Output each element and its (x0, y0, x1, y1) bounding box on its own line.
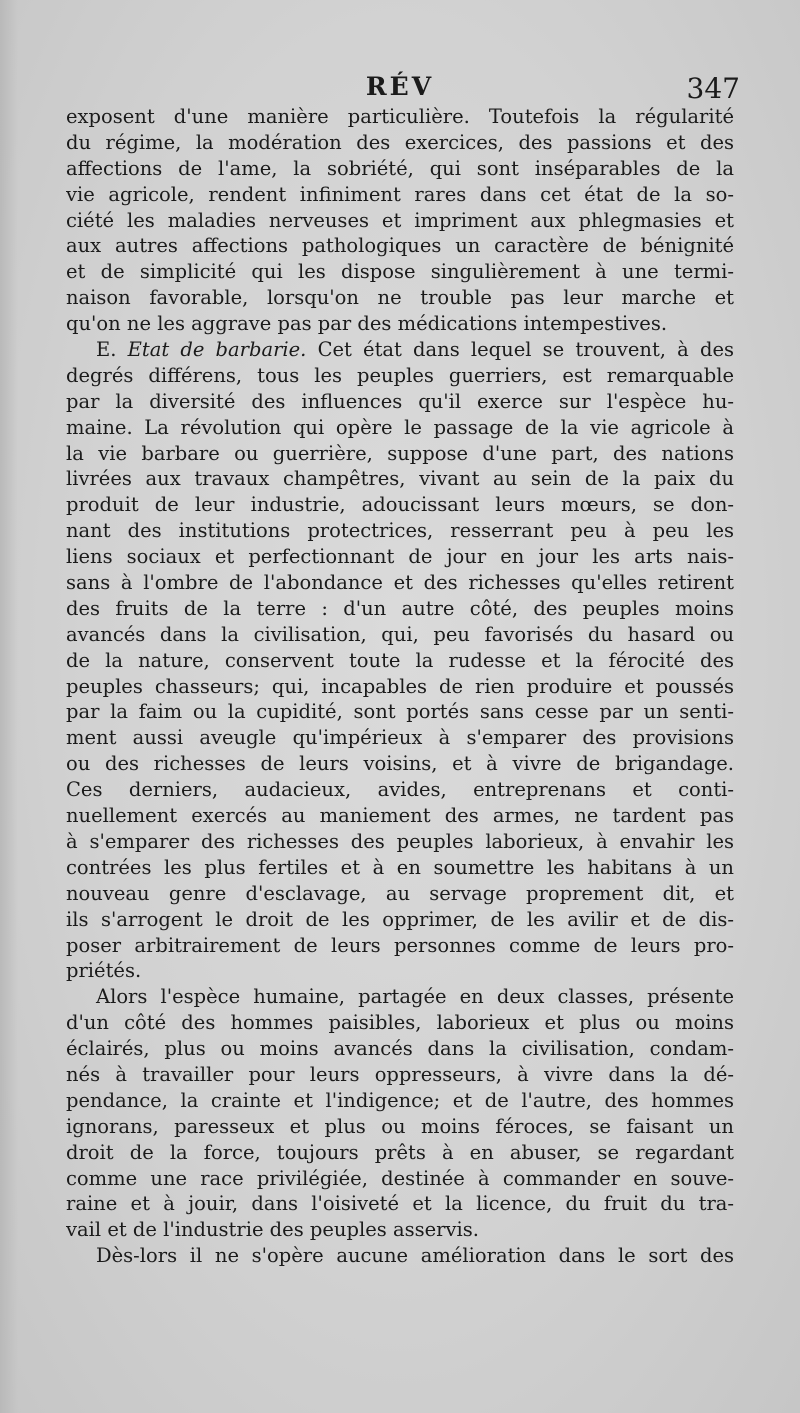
text-line: exposent d'une manière particulière. Toutefois la régularité (66, 105, 734, 128)
text-line: produit de leur industrie, adoucissant leurs mœurs, se don- (66, 493, 734, 517)
text-line: avancés dans la civilisation, qui, peu favorisés du hasard ou (66, 622, 734, 646)
text-line: maine. La révolution qui opère le passage de la vie agricole à (66, 415, 734, 439)
text-line: liens sociaux et perfectionnant de jour en jour les arts nais- (66, 545, 734, 569)
running-head: RÉV (365, 72, 435, 101)
text-line: des fruits de la terre : d'un autre côté, des peuples moins (66, 596, 734, 620)
text-line: vail et de l'industrie des peuples asservis. (66, 1218, 479, 1242)
text-line: ment aussi aveugle qu'impérieux à s'emparer des provisions (66, 726, 734, 750)
text-line: à s'emparer des richesses des peuples laborieux, à envahir les (66, 829, 734, 853)
text-line: livrées aux travaux champêtres, vivant au sein de la paix du (66, 467, 734, 491)
text-line: naison favorable, lorsqu'on ne trouble pas leur marche et (66, 286, 734, 310)
text-line: priétés. (66, 959, 142, 983)
text-line: affections de l'ame, la sobriété, qui sont inséparables de la (66, 156, 734, 180)
section-title: Etat de barbarie. (127, 338, 307, 362)
text-line: par la diversité des influences qu'il exerce sur l'espèce hu- (66, 389, 734, 413)
text-line: par la faim ou la cupidité, sont portés sans cesse par un senti- (66, 700, 734, 724)
section-heading-line (66, 337, 734, 363)
text-line: et de simplicité qui les dispose singulièrement à une termi- (66, 260, 734, 284)
text-line: pendance, la crainte et l'indigence; et de l'autre, des hommes (66, 1088, 734, 1112)
text-line: sans à l'ombre de l'abondance et des richesses qu'elles retirent (66, 571, 734, 595)
text-line: nant des institutions protectrices, resserrant peu à peu les (66, 519, 734, 543)
text-line: vie agricole, rendent infiniment rares dans cet état de la so- (66, 182, 734, 206)
text-line: Alors l'espèce humaine, partagée en deux classes, présente (96, 985, 734, 1009)
page-edge-shadow (0, 0, 18, 1413)
page-number: 347 (686, 72, 740, 105)
text-line: aux autres affections pathologiques un caractère de bénignité (66, 234, 734, 258)
text-line: poser arbitrairement de leurs personnes comme de leurs pro- (66, 933, 734, 957)
text-line: peuples chasseurs; qui, incapables de rien produire et poussés (66, 674, 734, 698)
text-line: ciété les maladies nerveuses et impriment aux phlegmasies et (66, 208, 734, 232)
text-line: nouveau genre d'esclavage, au servage proprement dit, et (66, 881, 734, 905)
text-line: raine et à jouir, dans l'oisiveté et la licence, du fruit du tra- (66, 1192, 734, 1216)
text-line: contrées les plus fertiles et à en soumettre les habitans à un (66, 855, 734, 879)
body-text (66, 104, 734, 1269)
text-line: de la nature, conservent toute la rudesse et la férocité des (66, 648, 734, 672)
text-line: d'un côté des hommes paisibles, laborieux et plus ou moins (66, 1011, 734, 1035)
text-line: degrés différens, tous les peuples guerriers, est remarquable (66, 363, 734, 387)
text-line: ignorans, paresseux et plus ou moins féroces, se faisant un (66, 1114, 734, 1138)
text-line: éclairés, plus ou moins avancés dans la civilisation, condam- (66, 1037, 734, 1061)
text-line: du régime, la modération des exercices, des passions et des (66, 130, 734, 154)
text-line: Ces derniers, audacieux, avides, entreprenans et conti- (66, 778, 734, 802)
section-first-line: Cet état dans lequel se trouvent, à des (317, 338, 734, 362)
text-line: comme une race privilégiée, destinée à commander en souve- (66, 1166, 734, 1190)
text-line: nuellement exercés au maniement des armes, ne tardent pas (66, 804, 734, 828)
text-line: droit de la force, toujours prêts à en abuser, se regardant (66, 1140, 734, 1164)
text-line: qu'on ne les aggrave pas par des médications intempestives. (66, 312, 668, 336)
section-mark: E. (96, 338, 117, 362)
text-line: ils s'arrogent le droit de les opprimer, de les avilir et de dis- (66, 907, 734, 931)
text-line: ou des richesses de leurs voisins, et à vivre de brigandage. (66, 752, 734, 776)
text-line: Dès-lors il ne s'opère aucune amélioration dans le sort des (96, 1244, 734, 1268)
text-line: nés à travailler pour leurs oppresseurs, à vivre dans la dé- (66, 1062, 734, 1086)
text-line: la vie barbare ou guerrière, suppose d'une part, des nations (66, 441, 734, 465)
